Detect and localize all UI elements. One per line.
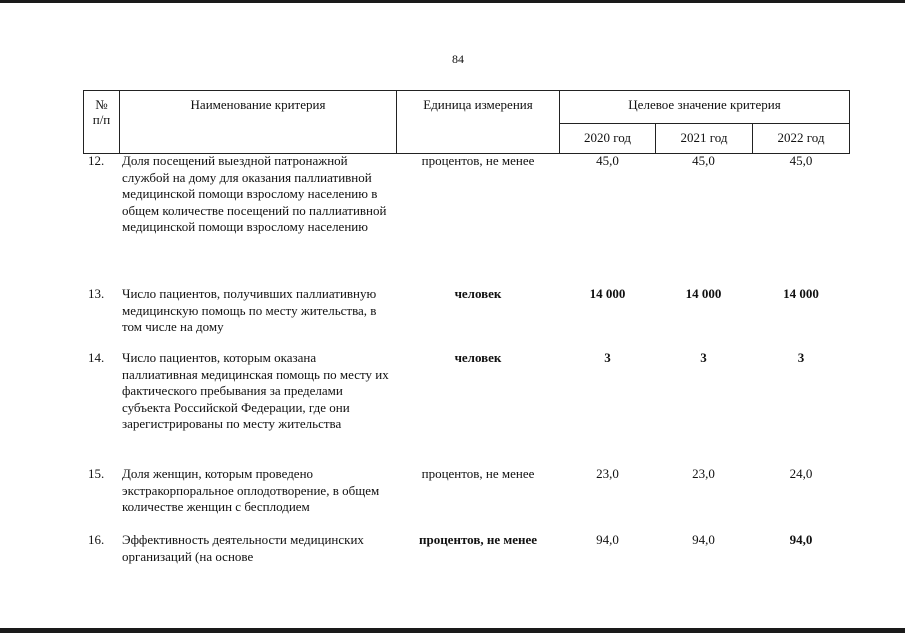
- header-cell-name: [119, 90, 397, 154]
- unit-of-measure: процентов, не менее: [421, 153, 535, 168]
- unit-of-measure: человек: [454, 286, 502, 301]
- page-number: 84: [452, 52, 464, 66]
- header-cell-year-2020: [559, 123, 656, 154]
- row-number: 12.: [88, 153, 105, 168]
- criterion-name: Эффективность деятельности медицинских организаций (на основе: [122, 532, 364, 564]
- value-2020: 23,0: [596, 466, 619, 481]
- value-2021: 94,0: [692, 532, 715, 547]
- row-number: 16.: [88, 532, 105, 547]
- row-number: 14.: [88, 350, 105, 365]
- value-2022: 94,0: [789, 532, 813, 547]
- header-cell-target: [559, 90, 850, 124]
- header-num-label: № п/п: [92, 97, 111, 127]
- value-2022: 24,0: [789, 466, 813, 481]
- header-cell-year-2021: [655, 123, 753, 154]
- header-unit-label: Единица измерения: [423, 97, 533, 112]
- header-name-label: Наименование критерия: [190, 97, 326, 112]
- top-border-line: [0, 0, 905, 3]
- header-cell-year-2022: [752, 123, 850, 154]
- value-2022: 3: [797, 350, 805, 365]
- header-target-label: Целевое значение критерия: [628, 97, 781, 112]
- header-year-label: 2022 год: [777, 130, 825, 145]
- criterion-name: Число пациентов, получивших паллиативную медицинскую помощь по месту жительства, в том числе на дому: [122, 286, 377, 334]
- value-2020: 94,0: [596, 532, 619, 547]
- criterion-name: Число пациентов, которым оказана паллиативная медицинская помощь по месту их фактического пребывания за пределами субъекта Российской Федерации, где они зарегистрированы по месту жительства: [122, 350, 389, 431]
- unit-of-measure: процентов, не менее: [421, 466, 535, 481]
- value-2020: 3: [604, 350, 611, 365]
- value-2021: 3: [700, 350, 707, 365]
- unit-of-measure: человек: [454, 350, 502, 365]
- value-2020: 45,0: [596, 153, 619, 168]
- value-2021: 23,0: [692, 466, 715, 481]
- value-2022: 45,0: [789, 153, 813, 168]
- value-2020: 14 000: [589, 286, 626, 301]
- header-cell-unit: [396, 90, 560, 154]
- header-cell-num: [83, 90, 120, 154]
- criterion-name: Доля женщин, которым проведено экстракорпоральное оплодотворение, в общем количестве женщин с бесплодием: [122, 466, 380, 514]
- header-year-label: 2020 год: [584, 130, 631, 145]
- row-number: 15.: [88, 466, 105, 481]
- value-2022: 14 000: [783, 286, 819, 301]
- criterion-name: Доля посещений выездной патронажной службой на дому для оказания паллиативной медицинской помощи взрослому населению в общем количестве посещений по паллиативной медицинской помощи взрослому населению: [122, 153, 387, 234]
- value-2021: 14 000: [685, 286, 722, 301]
- header-year-label: 2021 год: [680, 130, 728, 145]
- value-2021: 45,0: [692, 153, 715, 168]
- row-number: 13.: [88, 286, 105, 301]
- bottom-border-line: [0, 628, 905, 633]
- unit-of-measure: процентов, не менее: [418, 532, 538, 547]
